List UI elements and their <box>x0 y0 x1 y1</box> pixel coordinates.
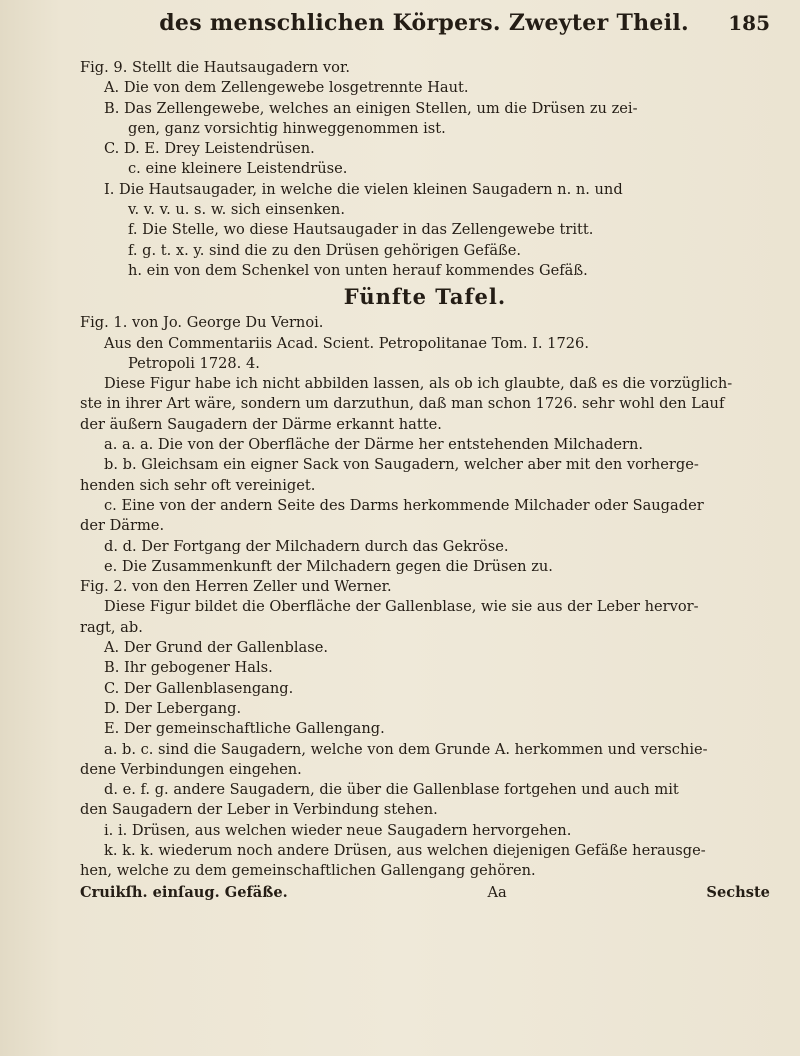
text-line: k. k. k. wiederum noch andere Drüsen, aus welchen diejenigen Gefäße herausge- <box>104 841 706 859</box>
text-line: a. b. c. sind die Saugadern, welche von dem Grunde A. herkommen und verschie- <box>104 740 708 758</box>
page-footer <box>80 882 770 904</box>
page-number: 185 <box>728 11 770 35</box>
text-line: E. Der gemeinschaftliche Gallengang. <box>104 720 385 738</box>
text-line: c. Eine von der andern Seite des Darms herkommende Milchader oder Saugader <box>104 496 704 514</box>
text-line: gen, ganz vorsichtig hinweggenommen ist. <box>128 119 446 137</box>
text-line: e. Die Zusammenkunft der Milchadern gegen die Drüsen zu. <box>104 557 553 575</box>
text-line: henden sich sehr oft vereiniget. <box>80 476 316 494</box>
running-title: des menschlichen Körpers. Zweyter Theil. <box>159 10 689 36</box>
text-line: der äußern Saugadern der Därme erkannt hatte. <box>80 415 442 433</box>
text-line: B. Das Zellengewebe, welches an einigen Stellen, um die Drüsen zu zei- <box>104 99 638 117</box>
text-line: Aus den Commentariis Acad. Scient. Petropolitanae Tom. I. 1726. <box>104 334 589 352</box>
text-line: f. Die Stelle, wo diese Hautsaugader in das Zellengewebe tritt. <box>128 221 594 239</box>
section-heading: Fünfte Tafel. <box>343 284 507 310</box>
text-line: I. Die Hautsaugader, in welche die vielen kleinen Saugadern n. n. und <box>104 180 623 198</box>
text-line: C. D. E. Drey Leistendrüsen. <box>104 140 315 158</box>
text-line: f. g. t. x. y. sind die zu den Drüsen gehörigen Gefäße. <box>128 241 522 259</box>
figure-heading: Fig. 1. von Jo. George Du Vernoi. <box>80 314 324 332</box>
text-line: a. a. a. Die von der Oberfläche der Därme her entstehenden Milchadern. <box>104 436 644 454</box>
text-line: A. Der Grund der Gallenblase. <box>104 639 328 657</box>
text-line: ragt, ab. <box>80 618 143 636</box>
text-line: hen, welche zu dem gemeinschaftlichen Gallengang gehören. <box>80 862 536 880</box>
running-header <box>80 10 770 44</box>
text-line: A. Die von dem Zellengewebe losgetrennte Haut. <box>104 79 469 97</box>
footer-short-title: Cruikſh. einſaug. Gefäße. <box>80 883 288 901</box>
signature-mark: Aa <box>487 883 507 901</box>
text-line: dene Verbindungen eingehen. <box>80 760 302 778</box>
text-line: den Saugadern der Leber in Verbindung stehen. <box>80 801 438 819</box>
text-body <box>80 58 770 882</box>
text-line: Diese Figur bildet die Oberfläche der Gallenblase, wie sie aus der Leber hervor- <box>104 598 699 616</box>
text-line: B. Ihr gebogener Hals. <box>104 659 273 677</box>
catchword: Sechste <box>706 883 770 901</box>
text-line: d. e. f. g. andere Saugadern, die über die Gallenblase fortgehen und auch mit <box>104 781 679 799</box>
text-line: D. Der Lebergang. <box>104 699 242 717</box>
text-line: der Därme. <box>80 517 165 535</box>
text-line: C. Der Gallenblasengang. <box>104 679 294 697</box>
text-line: i. i. Drüsen, aus welchen wieder neue Saugadern hervorgehen. <box>104 821 572 839</box>
text-line: b. b. Gleichsam ein eigner Sack von Saugadern, welcher aber mit den vorherge- <box>104 456 699 474</box>
text-line: h. ein von dem Schenkel von unten herauf kommendes Gefäß. <box>128 261 588 279</box>
text-line: c. eine kleinere Leistendrüse. <box>128 160 348 178</box>
text-line: Fig. 9. Stellt die Hautsaugadern vor. <box>80 59 350 76</box>
text-line: Diese Figur habe ich nicht abbilden lassen, als ob ich glaubte, daß es die vorzüglich- <box>104 375 733 393</box>
text-line: d. d. Der Fortgang der Milchadern durch das Gekröse. <box>104 537 509 555</box>
text-line: Petropoli 1728. 4. <box>128 354 260 372</box>
figure-heading: Fig. 2. von den Herren Zeller und Werner. <box>80 578 392 596</box>
text-line: ste in ihrer Art wäre, sondern um darzuthun, daß man schon 1726. sehr wohl den Lauf <box>80 395 725 413</box>
text-line: v. v. v. u. s. w. sich einsenken. <box>128 201 345 219</box>
